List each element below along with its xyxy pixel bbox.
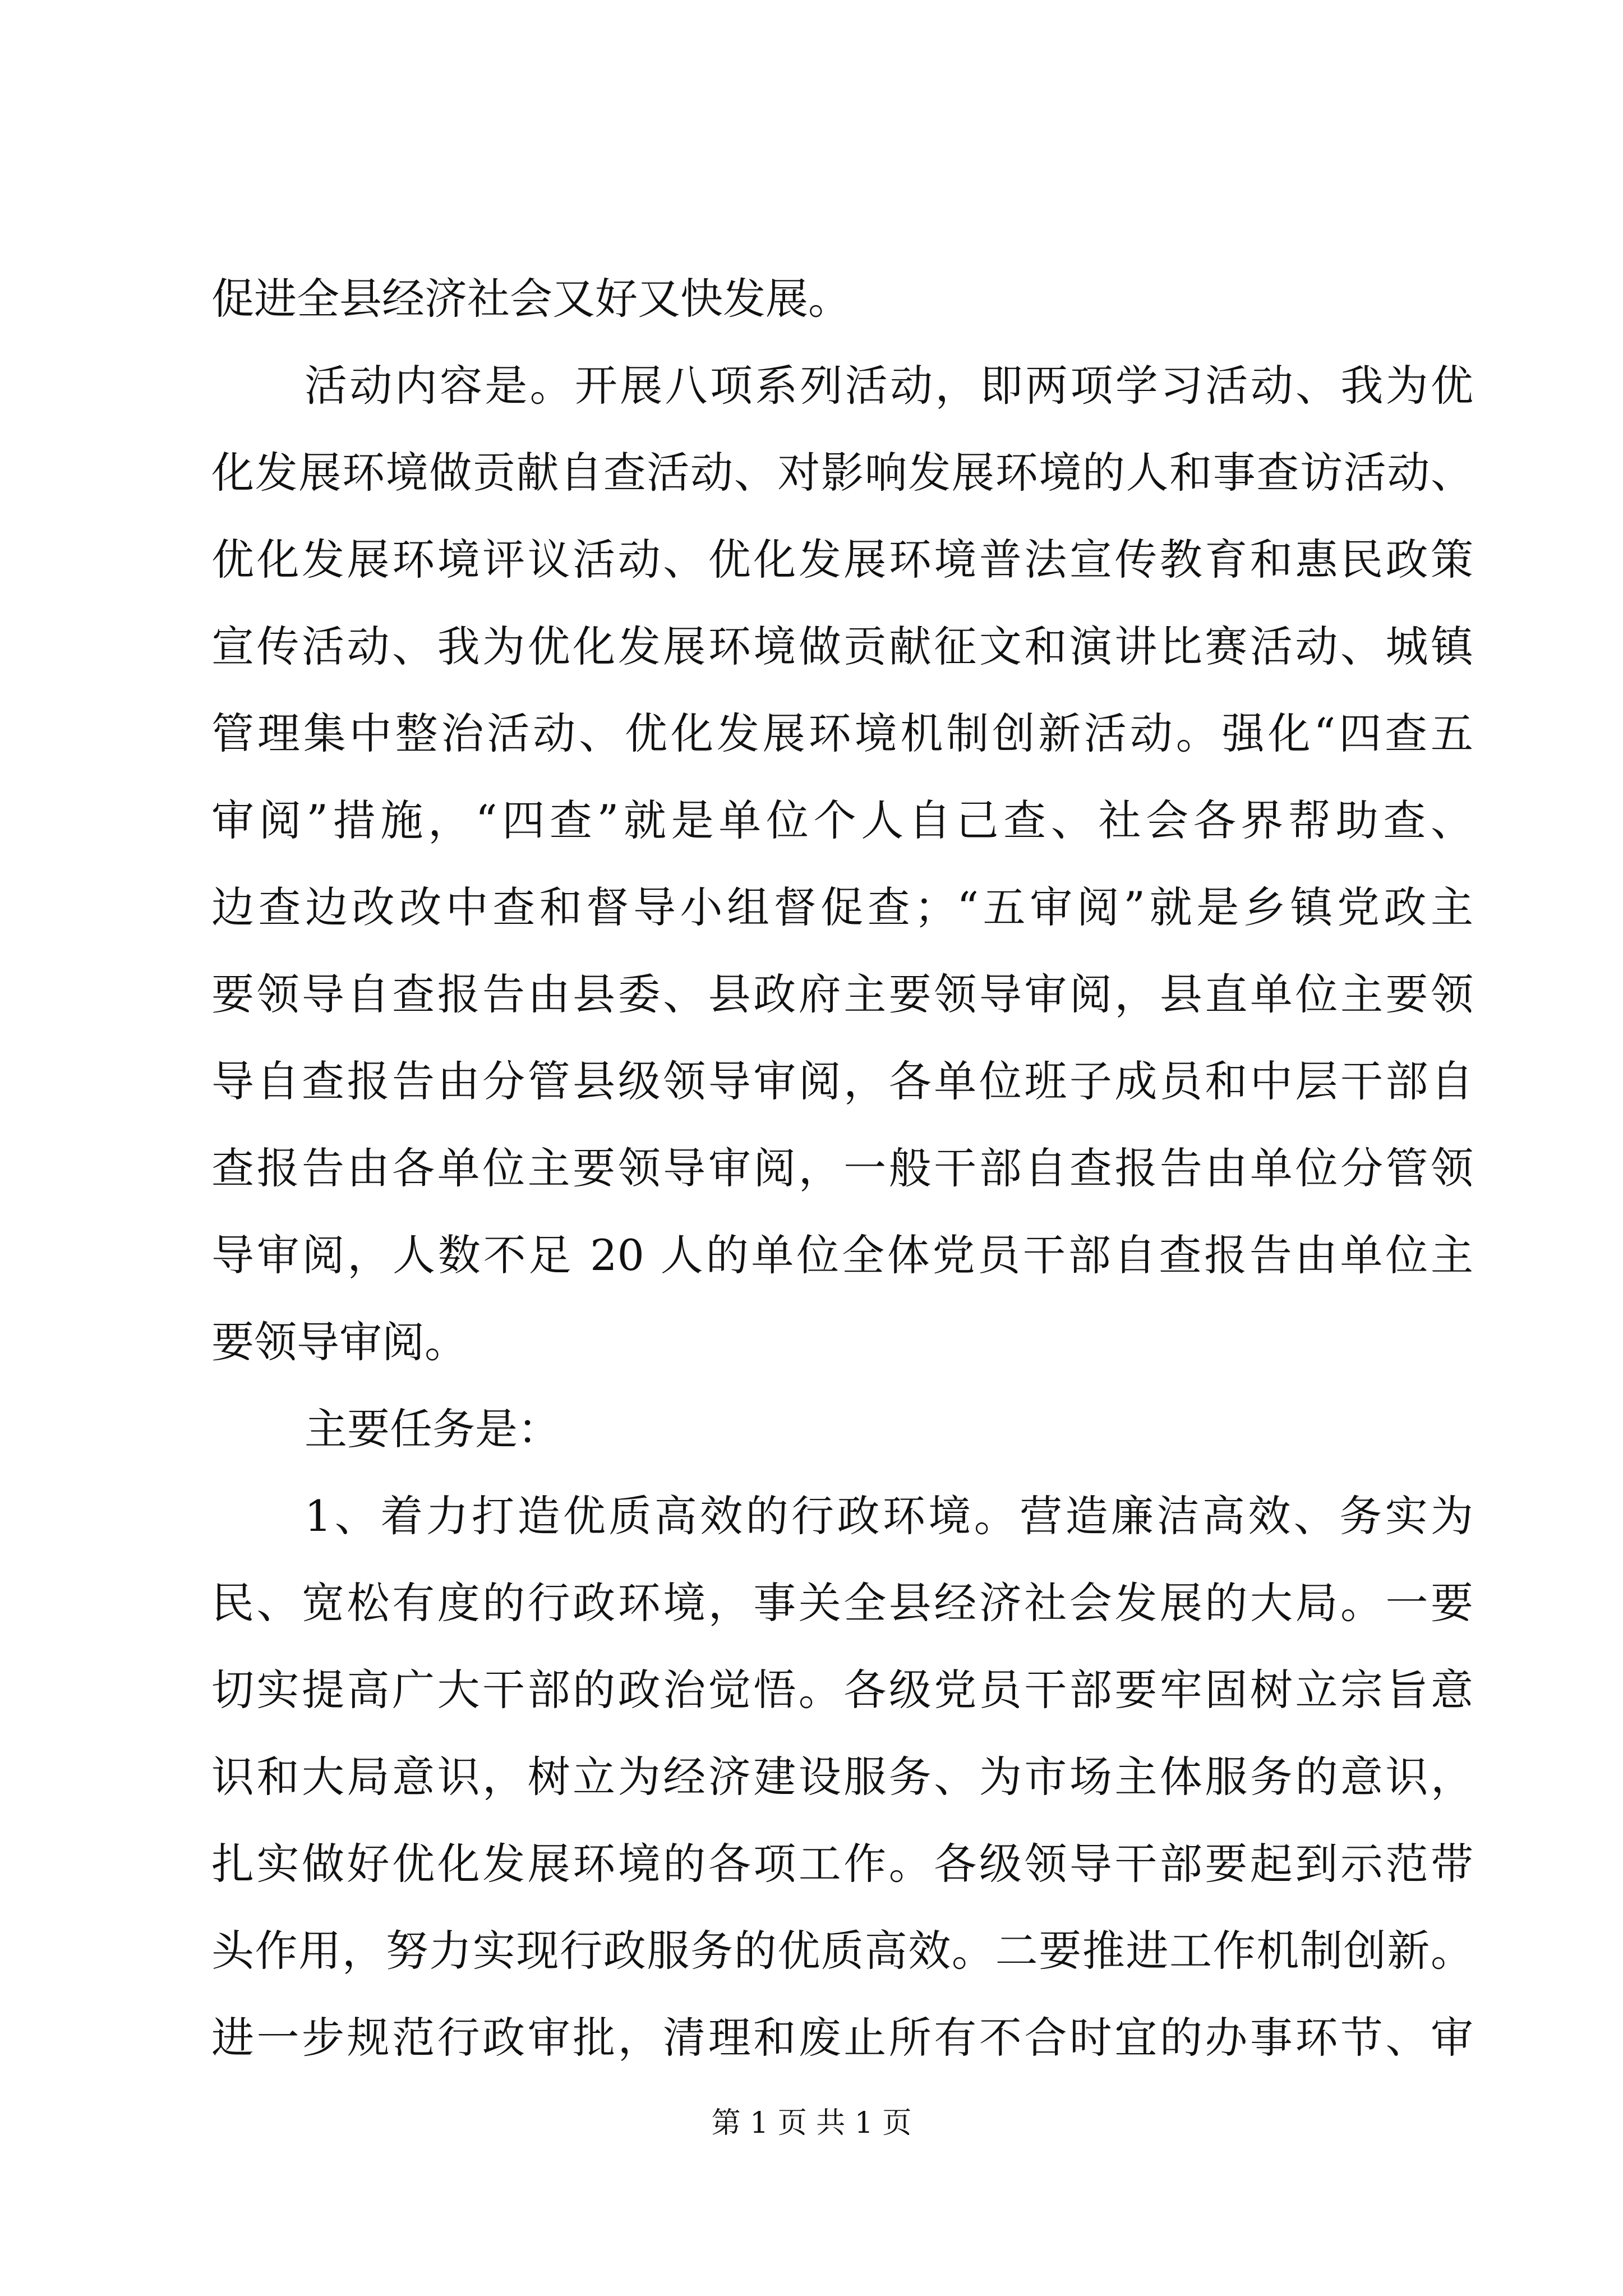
text-line: 扎实做好优化发展环境的各项工作。各级领导干部要起到示范带: [211, 1839, 1473, 1889]
text-line: 宣传活动、我为优化发展环境做贡献征文和演讲比赛活动、城镇: [211, 622, 1473, 671]
text-line: 进一步规范行政审批，清理和废止所有不合时宜的办事环节、审: [211, 2013, 1473, 2063]
text-line: 管理集中整治活动、优化发展环境机制创新活动。强化“四查五: [211, 708, 1473, 758]
text-line: 优化发展环境评议活动、优化发展环境普法宣传教育和惠民政策: [211, 535, 1473, 585]
text-line: 切实提高广大干部的政治觉悟。各级党员干部要牢固树立宗旨意: [211, 1665, 1473, 1715]
text-line: 要领导自查报告由县委、县政府主要领导审阅，县直单位主要领: [211, 969, 1473, 1019]
text-line: 识和大局意识，树立为经济建设服务、为市场主体服务的意识，: [211, 1752, 1473, 1802]
document-body: [211, 255, 1473, 2081]
text-line: 头作用，努力实现行政服务的优质高效。二要推进工作机制创新。: [211, 1926, 1473, 1976]
page-footer: 第 1 页 共 1 页: [711, 2106, 912, 2140]
text-line: 边查边改改中查和督导小组督促查；“五审阅”就是乡镇党政主: [211, 882, 1473, 932]
text-line: 审阅”措施，“四查”就是单位个人自己查、社会各界帮助查、: [211, 795, 1473, 845]
text-line: 促进全县经济社会又好又快发展。: [211, 274, 851, 324]
text-line: 要领导审阅。: [211, 1317, 467, 1367]
text-line: 导审阅，人数不足 20 人的单位全体党员干部自查报告由单位主: [211, 1230, 1473, 1280]
text-line: 活动内容是。开展八项系列活动，即两项学习活动、我为优: [305, 361, 1473, 411]
text-line: 化发展环境做贡献自查活动、对影响发展环境的人和事查访活动、: [211, 448, 1473, 498]
text-line: 主要任务是：: [305, 1404, 560, 1454]
text-line: 查报告由各单位主要领导审阅，一般干部自查报告由单位分管领: [211, 1143, 1473, 1193]
text-line: 1、着力打造优质高效的行政环境。营造廉洁高效、务实为: [305, 1491, 1473, 1541]
text-line: 导自查报告由分管县级领导审阅，各单位班子成员和中层干部自: [211, 1056, 1473, 1106]
text-line: 民、宽松有度的行政环境，事关全县经济社会发展的大局。一要: [211, 1578, 1473, 1628]
